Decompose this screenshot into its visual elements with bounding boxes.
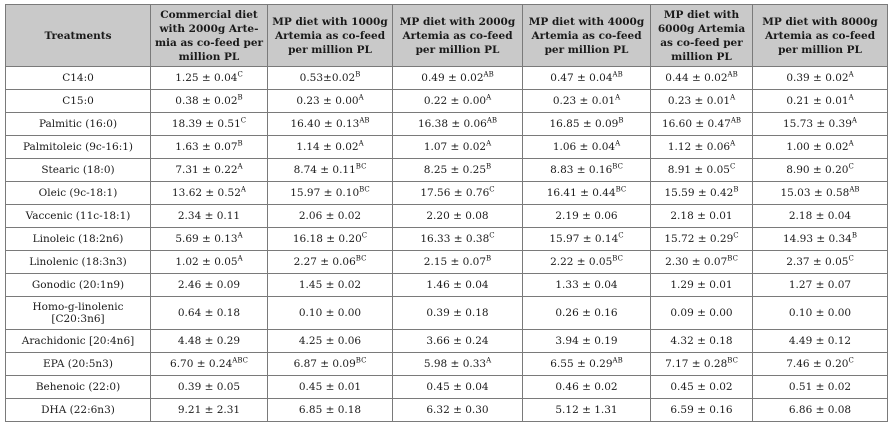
table-cell (753, 297, 888, 330)
table-cell (523, 330, 651, 353)
significance-letter: BC (359, 185, 370, 194)
table-cell (151, 251, 268, 274)
row-label: Vaccenic (11c-18:1) (6, 205, 151, 228)
table-cell (523, 228, 651, 251)
significance-letter: A (486, 356, 492, 365)
significance-letter: A (237, 231, 243, 240)
row-label: Palmitic (16:0) (6, 113, 151, 136)
table-cell (268, 228, 393, 251)
table-cell (151, 376, 268, 399)
table-row (6, 136, 888, 159)
significance-letter: AB (612, 356, 623, 365)
row-label: DHA (22:6n3) (6, 399, 151, 422)
significance-letter: A (358, 93, 364, 102)
cell-value: 9.21 ± 2.31 (177, 404, 241, 416)
significance-letter: BC (615, 185, 627, 194)
table-cell (151, 353, 268, 376)
significance-letter: A (486, 93, 492, 102)
cell-value: 0.38 ± 0.02 (175, 95, 238, 107)
row-label: C14:0 (6, 67, 151, 90)
significance-letter: A (615, 93, 621, 102)
table-cell (753, 274, 888, 297)
row-label: Behenoic (22:0) (6, 376, 151, 399)
table-cell (523, 205, 651, 228)
table-cell (753, 90, 888, 113)
table-cell (268, 251, 393, 274)
cell-value: 5.98 ± 0.33 (423, 358, 487, 370)
significance-letter: B (618, 116, 624, 125)
table-cell (151, 90, 268, 113)
cell-value: 1.46 ± 0.04 (426, 279, 489, 291)
table-cell (651, 113, 753, 136)
table-cell (523, 251, 651, 274)
table-cell (523, 182, 651, 205)
table-cell (151, 330, 268, 353)
cell-value: 0.45 ± 0.01 (298, 381, 362, 393)
cell-value: 2.46 ± 0.09 (177, 279, 241, 291)
table-cell (651, 136, 753, 159)
table-cell (151, 136, 268, 159)
table-cell (268, 297, 393, 330)
cell-value: 4.49 ± 0.12 (788, 335, 852, 347)
table-cell (651, 205, 753, 228)
cell-value: 0.21 ± 0.01 (786, 95, 849, 107)
cell-value: 0.23 ± 0.00 (296, 95, 359, 107)
header-mp-4000g: MP diet with 4000g Artemia as co-feed per million PL (523, 5, 651, 67)
cell-value: 1.12 ± 0.06 (667, 141, 731, 153)
cell-value: 0.23 ± 0.01 (667, 95, 731, 107)
row-label: Gonodic (20:1n9) (6, 274, 151, 297)
table-cell (753, 113, 888, 136)
cell-value: 2.37 ± 0.05 (786, 256, 849, 268)
cell-value: 6.59 ± 0.16 (670, 404, 733, 416)
cell-value: 1.00 ± 0.02 (786, 141, 849, 153)
table-cell (393, 182, 523, 205)
table-cell (268, 113, 393, 136)
header-row (6, 5, 888, 67)
cell-value: 2.30 ± 0.07 (665, 256, 728, 268)
significance-letter: A (848, 139, 854, 148)
row-label: Palmitoleic (9c-16:1) (6, 136, 151, 159)
cell-value: 4.25 ± 0.06 (298, 335, 362, 347)
table-cell (151, 113, 268, 136)
cell-value: 1.14 ± 0.02 (296, 141, 359, 153)
cell-value: 0.39 ± 0.18 (426, 307, 489, 319)
table-cell (523, 159, 651, 182)
table-cell (393, 205, 523, 228)
cell-value: 3.66 ± 0.24 (426, 335, 489, 347)
cell-value: 16.85 ± 0.09 (549, 118, 619, 130)
cell-value: 2.15 ± 0.07 (423, 256, 487, 268)
cell-value: 1.45 ± 0.02 (298, 279, 362, 291)
cell-value: 14.93 ± 0.34 (782, 233, 852, 245)
cell-value: 1.63 ± 0.07 (175, 141, 238, 153)
cell-value: 18.39 ± 0.51 (171, 118, 241, 130)
cell-value: 15.97 ± 0.10 (290, 187, 360, 199)
significance-letter: C (618, 231, 624, 240)
significance-letter: A (730, 93, 736, 102)
significance-letter: A (851, 116, 857, 125)
significance-letter: BC (612, 162, 623, 171)
cell-value: 1.07 ± 0.02 (423, 141, 487, 153)
cell-value: 0.09 ± 0.00 (670, 307, 733, 319)
table-cell (393, 228, 523, 251)
table-cell (753, 136, 888, 159)
cell-value: 15.73 ± 0.39 (783, 118, 852, 130)
significance-letter: A (848, 70, 854, 79)
significance-letter: BC (355, 356, 367, 365)
row-label: C15:0 (6, 90, 151, 113)
table-cell (523, 297, 651, 330)
table-cell (393, 67, 523, 90)
significance-letter: B (851, 231, 858, 240)
table-row (6, 90, 888, 113)
significance-letter: B (486, 254, 492, 263)
row-label: Stearic (18:0) (6, 159, 151, 182)
table-row (6, 67, 888, 90)
significance-letter: BC (355, 254, 367, 263)
cell-value: 4.32 ± 0.18 (670, 335, 733, 347)
table-cell (753, 182, 888, 205)
table-row (6, 376, 888, 399)
cell-value: 17.56 ± 0.76 (420, 187, 490, 199)
table-cell (651, 353, 753, 376)
table-cell (151, 205, 268, 228)
table-row (6, 159, 888, 182)
significance-letter: C (361, 231, 368, 240)
cell-value: 2.18 ± 0.04 (788, 210, 852, 222)
row-label: Linoleic (18:2n6) (6, 228, 151, 251)
fatty-acid-table (5, 4, 888, 422)
significance-letter: AB (727, 70, 738, 79)
table-cell (393, 399, 523, 422)
table-cell (268, 159, 393, 182)
table-body (6, 67, 888, 422)
significance-letter: C (489, 185, 495, 194)
significance-letter: B (733, 185, 739, 194)
cell-value: 6.55 ± 0.29 (550, 358, 613, 370)
significance-letter: AB (483, 70, 494, 79)
table-cell (151, 274, 268, 297)
cell-value: 3.94 ± 0.19 (555, 335, 618, 347)
cell-value: 0.39 ± 0.05 (177, 381, 241, 393)
cell-value: 0.22 ± 0.00 (423, 95, 487, 107)
header-mp-2000g: MP diet with 2000g Artemia as co-feed per million PL (393, 5, 523, 67)
significance-letter: C (848, 356, 854, 365)
table-cell (651, 330, 753, 353)
cell-value: 0.47 ± 0.04 (550, 72, 613, 84)
table-cell (523, 274, 651, 297)
table-cell (523, 376, 651, 399)
cell-value: 16.18 ± 0.20 (292, 233, 362, 245)
table-cell (753, 330, 888, 353)
table-cell (393, 274, 523, 297)
cell-value: 2.19 ± 0.06 (555, 210, 618, 222)
significance-letter: B (237, 139, 243, 148)
cell-value: 7.46 ± 0.20 (786, 358, 849, 370)
table-cell (523, 399, 651, 422)
significance-letter: A (848, 93, 854, 102)
cell-value: 6.87 ± 0.09 (293, 358, 356, 370)
significance-letter: A (237, 254, 243, 263)
table-cell (268, 205, 393, 228)
table-cell (268, 274, 393, 297)
table-cell (753, 353, 888, 376)
table-cell (393, 353, 523, 376)
cell-value: 0.51 ± 0.02 (788, 381, 852, 393)
significance-letter: ABC (232, 356, 248, 365)
cell-value: 0.44 ± 0.02 (665, 72, 728, 84)
cell-value: 6.86 ± 0.08 (788, 404, 852, 416)
cell-value: 0.45 ± 0.04 (426, 381, 489, 393)
table-cell (151, 399, 268, 422)
header-mp-8000g: MP diet with 8000g Artemia as co-feed per million PL (753, 5, 888, 67)
cell-value: 16.33 ± 0.38 (420, 233, 490, 245)
table-cell (268, 376, 393, 399)
cell-value: 4.48 ± 0.29 (177, 335, 241, 347)
significance-letter: A (240, 185, 246, 194)
table-cell (268, 330, 393, 353)
significance-letter: B (237, 93, 243, 102)
cell-value: 6.32 ± 0.30 (426, 404, 489, 416)
cell-value: 6.70 ± 0.24 (170, 358, 233, 370)
significance-letter: A (486, 139, 492, 148)
cell-value: 1.29 ± 0.01 (670, 279, 733, 291)
cell-value: 16.41 ± 0.44 (546, 187, 616, 199)
cell-value: 1.02 ± 0.05 (175, 256, 238, 268)
cell-value: 0.49 ± 0.02 (421, 72, 484, 84)
table-container (5, 4, 888, 422)
significance-letter: C (240, 116, 247, 125)
cell-value: 13.62 ± 0.52 (172, 187, 241, 199)
significance-letter: BC (355, 162, 367, 171)
cell-value: 8.74 ± 0.11 (293, 164, 356, 176)
table-cell (268, 182, 393, 205)
cell-value: 7.17 ± 0.28 (665, 358, 728, 370)
significance-letter: C (848, 162, 854, 171)
table-cell (393, 90, 523, 113)
table-cell (393, 251, 523, 274)
table-cell (151, 228, 268, 251)
table-cell (268, 136, 393, 159)
cell-value: 0.64 ± 0.18 (177, 307, 241, 319)
table-cell (523, 113, 651, 136)
cell-value: 1.06 ± 0.04 (552, 141, 616, 153)
table-row (6, 297, 888, 330)
table-cell (268, 90, 393, 113)
table-row (6, 353, 888, 376)
table-cell (523, 136, 651, 159)
cell-value: 6.85 ± 0.18 (298, 404, 362, 416)
table-cell (753, 159, 888, 182)
table-cell (393, 376, 523, 399)
cell-value: 2.22 ± 0.05 (550, 256, 613, 268)
table-cell (393, 330, 523, 353)
table-row (6, 251, 888, 274)
table-cell (393, 297, 523, 330)
table-cell (753, 228, 888, 251)
cell-value: 0.39 ± 0.02 (786, 72, 849, 84)
table-row (6, 399, 888, 422)
cell-value: 0.26 ± 0.16 (555, 307, 618, 319)
significance-letter: AB (730, 116, 742, 125)
cell-value: 0.46 ± 0.02 (555, 381, 618, 393)
cell-value: 0.10 ± 0.00 (788, 307, 852, 319)
significance-letter: C (489, 231, 495, 240)
cell-value: 2.18 ± 0.01 (670, 210, 733, 222)
significance-letter: C (848, 254, 854, 263)
cell-value: 8.25 ± 0.25 (423, 164, 487, 176)
cell-value: 8.90 ± 0.20 (786, 164, 849, 176)
cell-value: 16.40 ± 0.13 (290, 118, 360, 130)
cell-value: 0.23 ± 0.01 (552, 95, 616, 107)
table-cell (393, 136, 523, 159)
cell-value: 2.06 ± 0.02 (298, 210, 362, 222)
row-label: EPA (20:5n3) (6, 353, 151, 376)
table-row (6, 228, 888, 251)
table-cell (753, 376, 888, 399)
table-cell (268, 353, 393, 376)
cell-value: 8.91 ± 0.05 (667, 164, 730, 176)
cell-value: 15.03 ± 0.58 (780, 187, 850, 199)
table-cell (523, 90, 651, 113)
significance-letter: AB (486, 116, 498, 125)
significance-letter: A (358, 139, 364, 148)
table-cell (268, 67, 393, 90)
row-label: Homo-g-linolenic [C20:3n6] (6, 297, 151, 330)
table-cell (651, 297, 753, 330)
table-cell (523, 67, 651, 90)
table-cell (753, 205, 888, 228)
table-cell (753, 67, 888, 90)
cell-value: 5.12 ± 1.31 (555, 404, 618, 416)
header-mp-6000g: MP diet with 6000g Artemia as co-feed per million PL (651, 5, 753, 67)
cell-value: 0.45 ± 0.02 (670, 381, 733, 393)
cell-value: 15.72 ± 0.29 (664, 233, 734, 245)
header-commercial-diet: Commercial diet with 2000g Arte-mia as co-feed per million PL (151, 5, 268, 67)
table-cell (393, 113, 523, 136)
significance-letter: C (237, 70, 243, 79)
row-label: Arachidonic [20:4n6] (6, 330, 151, 353)
table-cell (651, 182, 753, 205)
table-cell (651, 159, 753, 182)
table-cell (651, 228, 753, 251)
significance-letter: BC (727, 356, 738, 365)
table-row (6, 113, 888, 136)
table-cell (523, 353, 651, 376)
cell-value: 15.97 ± 0.14 (549, 233, 619, 245)
significance-letter: AB (359, 116, 370, 125)
cell-value: 7.31 ± 0.22 (175, 164, 238, 176)
header-mp-1000g: MP diet with 1000g Artemia as co-feed per million PL (268, 5, 393, 67)
table-cell (151, 159, 268, 182)
cell-value: 16.60 ± 0.47 (661, 118, 731, 130)
cell-value: 2.34 ± 0.11 (177, 210, 241, 222)
significance-letter: B (355, 70, 361, 79)
significance-letter: C (733, 231, 739, 240)
significance-letter: BC (612, 254, 623, 263)
table-row (6, 182, 888, 205)
table-cell (651, 251, 753, 274)
table-cell (151, 182, 268, 205)
table-cell (151, 297, 268, 330)
table-row (6, 205, 888, 228)
table-row (6, 330, 888, 353)
header-treatments: Treatments (6, 5, 151, 67)
significance-letter: A (237, 162, 243, 171)
cell-value: 0.53±0.02 (299, 72, 356, 84)
significance-letter: BC (727, 254, 738, 263)
cell-value: 0.10 ± 0.00 (298, 307, 362, 319)
cell-value: 15.59 ± 0.42 (664, 187, 734, 199)
significance-letter: A (730, 139, 736, 148)
table-cell (651, 376, 753, 399)
cell-value: 2.20 ± 0.08 (426, 210, 489, 222)
table-row (6, 274, 888, 297)
row-label: Linolenic (18:3n3) (6, 251, 151, 274)
table-cell (651, 274, 753, 297)
table-cell (753, 251, 888, 274)
table-cell (151, 67, 268, 90)
significance-letter: AB (849, 185, 860, 194)
table-cell (268, 399, 393, 422)
significance-letter: AB (612, 70, 623, 79)
cell-value: 1.25 ± 0.04 (175, 72, 238, 84)
table-cell (651, 90, 753, 113)
significance-letter: A (615, 139, 621, 148)
cell-value: 5.69 ± 0.13 (175, 233, 238, 245)
cell-value: 16.38 ± 0.06 (417, 118, 487, 130)
significance-letter: C (729, 162, 736, 171)
table-cell (651, 67, 753, 90)
cell-value: 8.83 ± 0.16 (550, 164, 613, 176)
row-label: Oleic (9c-18:1) (6, 182, 151, 205)
significance-letter: B (486, 162, 492, 171)
cell-value: 2.27 ± 0.06 (293, 256, 356, 268)
table-cell (393, 159, 523, 182)
table-cell (651, 399, 753, 422)
cell-value: 1.27 ± 0.07 (788, 279, 852, 291)
cell-value: 1.33 ± 0.04 (555, 279, 618, 291)
table-cell (753, 399, 888, 422)
